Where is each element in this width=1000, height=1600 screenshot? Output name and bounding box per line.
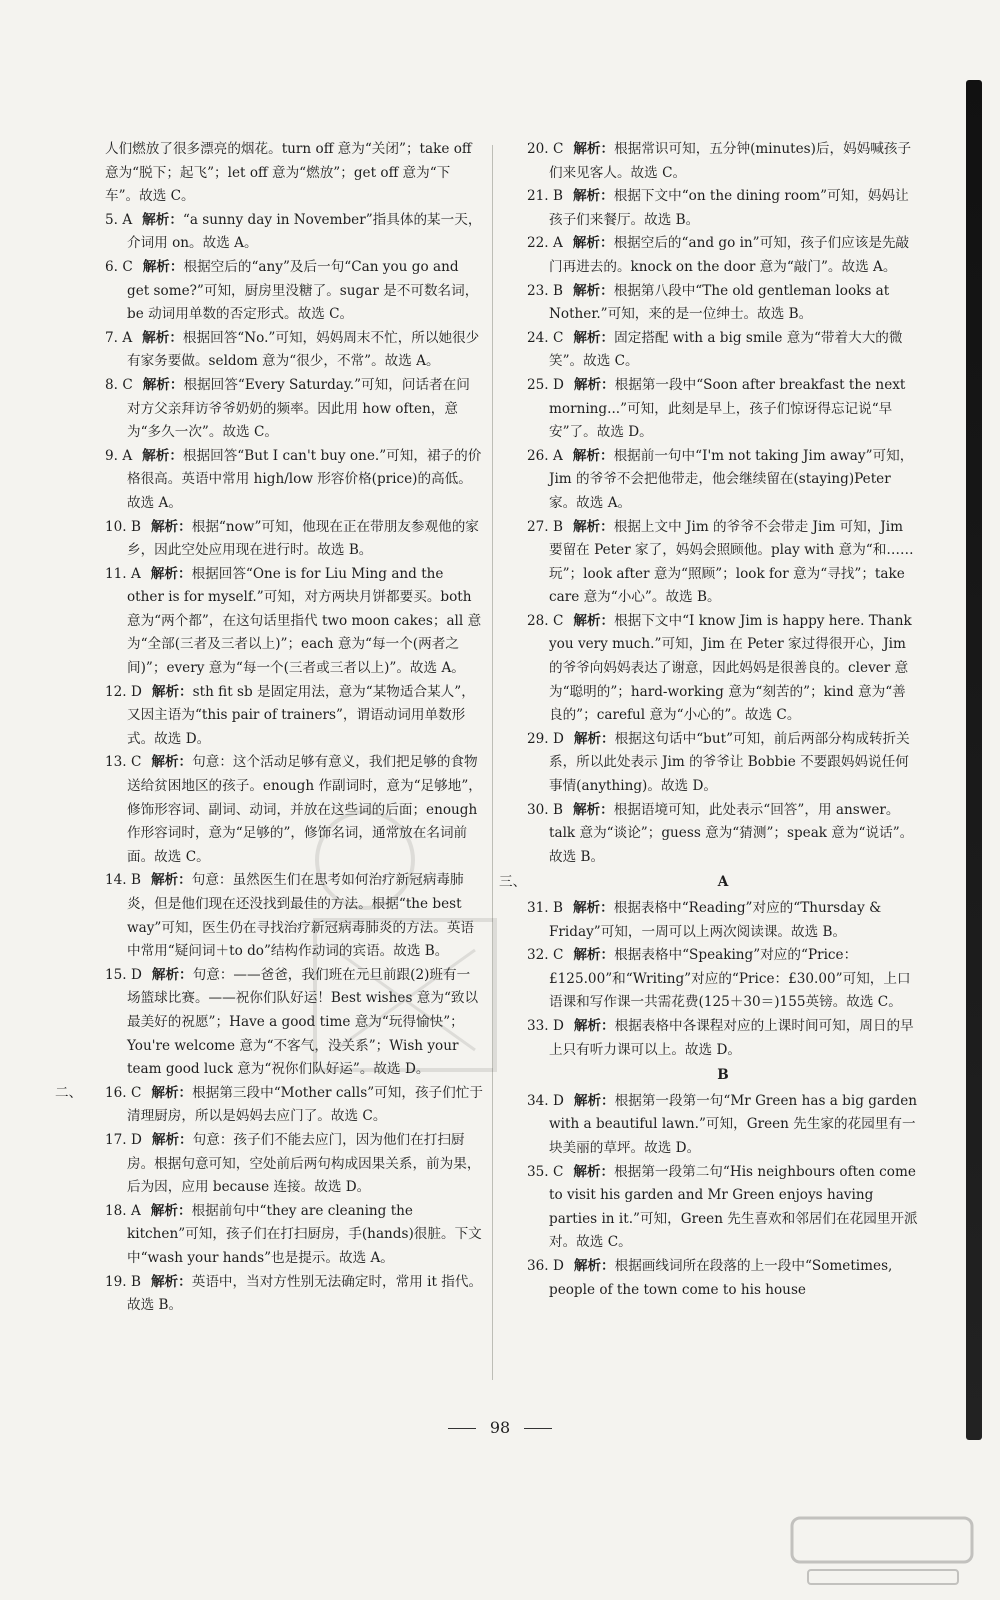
explanation-text: 根据上文中 Jim 的爷爷不会带走 Jim 可知，Jim 要留在 Peter 家了，妈妈会照顾他。play with 意为“和……玩”；look after 意为“照顾”；look for 意为“寻找”；take care 意为“小心”。故选 B。 [549,518,914,606]
explanation-text: 英语中，当对方性别无法确定时，常用 it 指代。故选 B。 [127,1273,483,1314]
explanation-text: 根据语境可知，此处表示“回答”，用 answer。talk 意为“谈论”；guess 意为“猜测”；speak 意为“说话”。故选 B。 [549,801,914,865]
explanation-text: 根据回答“Every Saturday.”可知，问话者在问对方父亲拜访爷爷奶奶的频率。因此用 how often，意为“多久一次”。故选 C。 [127,376,470,441]
answer-letter: D [552,1257,564,1274]
answer-item [105,516,483,563]
answer-letter: A [122,211,133,228]
answer-letter: A [122,447,133,464]
explanation-label: 解析： [572,900,614,916]
question-number: 36. [527,1257,549,1274]
footer-dash-left [448,1428,476,1429]
question-number: 11. [105,565,127,582]
explanation-label: 解析： [151,966,193,983]
answer-letter: B [552,801,563,818]
footer-dash-right [524,1428,552,1429]
answer-item [527,610,919,728]
passage-subheading: A [717,874,729,891]
stamp-watermark [255,800,535,1100]
answer-letter: B [130,1273,141,1290]
answer-letter: A [130,1202,141,1219]
explanation-text: 根据回答“But I can't buy one.”可知，裙子的价格很高。英语中常用 high/low 形容价格(price)的高低。故选 A。 [127,447,482,511]
explanation-text: 根据第一段第一句“Mr Green has a big garden with a beautiful lawn.”可知，Green 先生家的花园里有一块美丽的草坪。故选 D。 [549,1092,918,1156]
explanation-label: 解析： [573,329,615,346]
question-number: 23. [527,282,549,299]
question-number: 16. [105,1084,127,1101]
question-number: 30. [527,801,549,818]
question-number: 14. [105,872,127,889]
answer-item [527,138,919,185]
answer-item [527,185,919,232]
answer-letter: B [552,900,563,916]
answer-letter: D [130,966,142,983]
answer-letter: C [130,1084,142,1101]
answer-item [527,232,919,279]
answer-letter: A [122,329,133,346]
answer-letter: D [130,1131,142,1148]
question-number: 31. [527,900,549,916]
answer-letter: C [552,612,564,629]
explanation-text: 根据回答“No.”可知，妈妈周末不忙，所以她很少有家务要做。seldom 意为“很少，不常”。故选 A。 [127,329,480,370]
question-number: 29. [527,730,549,747]
explanation-label: 解析： [573,376,615,393]
answer-letter: B [552,282,563,299]
question-number: 26. [527,447,549,464]
explanation-label: 解析： [572,235,614,252]
answer-item [105,209,483,256]
answer-letter: B [130,518,141,535]
explanation-label: 解析： [572,282,614,299]
answer-item [527,944,919,1015]
explanation-label: 解析： [151,683,193,700]
explanation-label: 解析： [142,258,184,275]
answer-letter: C [552,1163,564,1180]
question-number: 10. [105,518,127,535]
answer-item [105,563,483,681]
answer-item [527,516,919,610]
explanation-text: 根据空后的“any”及后一句“Can you go and get some?”可知，厨房里没糖了。sugar 是不可数名词，be 动词用单数的否定形式。故选 C。 [127,258,479,323]
passage-subheading: B [717,1067,729,1084]
scan-edge-shadow [966,80,982,1440]
question-number: 28. [527,612,549,629]
question-number: 20. [527,141,549,157]
explanation-label: 解析： [151,754,193,771]
explanation-text: “a sunny day in November”指具体的某一天，介词用 on。故选 A。 [127,211,482,252]
question-number: 21. [527,188,549,205]
answer-letter: C [122,376,133,393]
page-number: 98 [489,1418,511,1437]
explanation-text: 根据“now”可知，他现在正在带朋友参观他的家乡，因此空处应用现在进行时。故选 B。 [127,518,479,559]
explanation-text: 根据空后的“and go in”可知，孩子们应该是先敲门再进去的。knock on the door 意为“敲门”。故选 A。 [549,235,910,275]
explanation-label: 解析： [573,1257,615,1274]
answer-letter: D [552,1092,564,1109]
answer-letter: C [552,329,564,346]
question-number: 8. [105,376,118,393]
explanation-label: 解析： [151,1131,193,1148]
answer-item [105,445,483,516]
explanation-text: 根据第一段第二句“His neighbours often come to visit his garden and Mr Green enjoys having parties in it.”可知，Green 先生喜欢和邻居们在花园里开派对。故选 C。 [549,1163,918,1251]
answer-item [105,256,483,327]
question-number: 12. [105,683,127,700]
explanation-text: 句意：虽然医生们在思考如何治疗新冠病毒肺炎，但是他们现在还没找到最佳的方法。根据“the best way”可知，医生仍在寻找治疗新冠病毒肺炎的方法。英语中常用“疑问词＋to do”结构作动词的宾语。故选 B。 [127,872,475,960]
explanation-text: 句意：孩子们不能去应门，因为他们在打扫厨房。根据句意可知，空处前后两句构成因果关系，前为果，后为因，应用 because 连接。故选 D。 [127,1131,481,1196]
answer-letter: B [130,872,141,889]
question-number: 34. [527,1092,549,1109]
explanation-text: 根据表格中“Reading”对应的“Thursday & Friday”可知，一周可以上两次阅读课。故选 B。 [549,900,882,940]
explanation-label: 解析： [573,1017,615,1034]
answer-letter: C [552,141,564,157]
question-number: 6. [105,258,118,275]
section-heading [527,1064,919,1088]
section-number: 二、 [55,1084,83,1101]
section-number: 三、 [499,874,527,891]
answer-item [527,1015,919,1062]
answer-letter: C [552,947,564,964]
section-heading [499,871,919,895]
explanation-label: 解析： [573,1163,615,1180]
answer-item [105,327,483,374]
answer-item [527,280,919,327]
continued-text [105,138,483,209]
answer-item [527,1161,919,1255]
explanation-label: 解析： [142,211,183,228]
answer-letter: A [552,447,563,464]
answer-item [105,681,483,752]
explanation-text: 句意：——爸爸，我们班在元旦前跟(2)班有一场篮球比赛。——祝你们队好运！Best wishes 意为“致以最美好的祝愿”；Have a good time 意为“玩得愉快”；You're welcome 意为“不客气，没关系”；Wish your team good luck 意为“祝你们队好运”。故选 D。 [127,966,479,1078]
answer-letter: A [130,565,141,582]
explanation-label: 解析： [142,447,183,464]
question-number: 18. [105,1202,127,1219]
answer-item [527,799,919,870]
explanation-text: 根据下文中“on the dining room”可知，妈妈让孩子们来餐厅。故选 B。 [549,188,909,228]
question-number: 35. [527,1163,549,1180]
column-divider [492,145,493,1380]
answer-letter: D [552,730,564,747]
answer-letter: D [130,683,142,700]
explanation-label: 解析： [573,730,615,747]
answer-item [105,374,483,445]
answer-letter: D [552,376,564,393]
explanation-text: 根据前一句中“I'm not taking Jim away”可知，Jim 的爷爷不会把他带走，他会继续留在(staying)Peter 家。故选 A。 [549,447,914,511]
explanation-text: 根据常识可知，五分钟(minutes)后，妈妈喊孩子们来见客人。故选 C。 [549,141,912,181]
answer-letter: C [122,258,133,275]
explanation-label: 解析： [150,518,192,535]
answer-letter: B [552,518,563,535]
answer-item [527,1090,919,1161]
explanation-label: 解析： [573,141,615,157]
explanation-text: 根据前句中“they are cleaning the kitchen”可知，孩子们在打扫厨房，手(hands)很脏。下文中“wash your hands”也是提示。故选 A。 [127,1202,482,1266]
answer-item [527,374,919,445]
explanation-text: 根据第三段中“Mother calls”可知，孩子们忙于清理厨房，所以是妈妈去应门了。故选 C。 [127,1084,483,1125]
question-number: 9. [105,447,118,464]
question-number: 33. [527,1017,549,1034]
explanation-label: 解析： [150,1202,192,1219]
explanation-text: 根据第一段中“Soon after breakfast the next morning...”可知，此刻是早上，孩子们惊讶得忘记说“早安”了。故选 D。 [549,376,906,441]
explanation-label: 解析： [151,1084,193,1101]
answer-item [105,1271,483,1318]
explanation-text: 根据第八段中“The old gentleman looks at Nother.”可知，来的是一位绅士。故选 B。 [549,282,890,323]
question-number: 15. [105,966,127,983]
explanation-label: 解析： [150,565,192,582]
answer-item [105,1129,483,1200]
explanation-label: 解析： [142,329,183,346]
explanation-label: 解析： [572,801,614,818]
explanation-text: sth fit sb 是固定用法，意为“某物适合某人”，又因主语为“this pair of trainers”，谓语动词用单数形式。故选 D。 [127,683,475,747]
explanation-text: 固定搭配 with a big smile 意为“带着大大的微笑”。故选 C。 [549,329,903,370]
answer-letter: D [552,1017,564,1034]
answer-letter: C [130,754,142,771]
question-number: 19. [105,1273,127,1290]
question-number: 13. [105,754,127,771]
explanation-label: 解析： [142,376,184,393]
explanation-label: 解析： [573,947,615,964]
explanation-label: 解析： [573,612,615,629]
answer-item [527,897,919,944]
explanation-label: 解析： [573,1092,615,1109]
answer-item [527,327,919,374]
explanation-label: 解析： [572,188,614,205]
explanation-text: 根据表格中“Speaking”对应的“Price：£125.00”和“Writing”对应的“Price：£30.00”可知，上口语课和写作课一共需花费(125＋30＝)155英镑。故选 C。 [549,947,911,1011]
question-number: 22. [527,235,549,252]
explanation-label: 解析： [150,1273,192,1290]
question-number: 25. [527,376,549,393]
explanation-text: 根据这句话中“but”可知，前后两部分构成转折关系，所以此处表示 Jim 的爷爷让 Bobbie 不要跟妈妈说任何事情(anything)。故选 D。 [549,730,910,795]
site-logo-watermark [788,1512,978,1592]
explanation-label: 解析： [150,872,192,889]
question-number: 7. [105,329,118,346]
question-number: 32. [527,947,549,964]
question-number: 27. [527,518,549,535]
explanation-text: 根据画线词所在段落的上一段中“Sometimes, people of the town come to his house [549,1257,893,1298]
answer-item [527,1255,919,1302]
question-number: 24. [527,329,549,346]
explanation-text: 句意：这个活动足够有意义，我们把足够的食物送给贫困地区的孩子。enough 作副词时，意为“足够地”，修饰形容词、副词、动词，并放在这些词的后面；enough 作形容词时，意为“足够的”，修饰名词，通常放在名词前面。故选 C。 [127,754,482,865]
right-column [499,138,919,1302]
page-footer [0,1418,1000,1437]
answer-letter: A [552,235,563,252]
explanation-text: 根据回答“One is for Liu Ming and the other is for myself.”可知，对方两块月饼都要买。both 意为“两个都”，在这句话里指代 two moon cakes；all 意为“全部(三者及三者以上)”；each 意为“每一个(两者之间)”；every 意为“每一个(三者或三者以上)”。故选 A。 [127,565,482,677]
answer-item [105,1200,483,1271]
explanation-text: 人们燃放了很多漂亮的烟花。turn off 意为“关闭”；take off 意为“脱下；起飞”；let off 意为“燃放”；get off 意为“下车”。故选 C。 [105,141,472,205]
left-column [55,138,483,1318]
answer-letter: B [552,188,563,205]
answer-item [527,445,919,516]
explanation-text: 根据表格中各课程对应的上课时间可知，周日的早上只有听力课可以上。故选 D。 [549,1017,914,1058]
answer-item [527,728,919,799]
explanation-text: 根据下文中“I know Jim is happy here. Thank you very much.”可知，Jim 在 Peter 家过得很开心，Jim 的爷爷向妈妈表达了谢意，因此妈妈是很善良的。clever 意为“聪明的”；hard-working 意为“刻苦的”；kind 意为“善良的”；careful 意为“小心的”。故选 C。 [549,612,912,724]
question-number: 5. [105,211,118,228]
question-number: 17. [105,1131,127,1148]
explanation-label: 解析： [572,447,614,464]
explanation-label: 解析： [572,518,614,535]
